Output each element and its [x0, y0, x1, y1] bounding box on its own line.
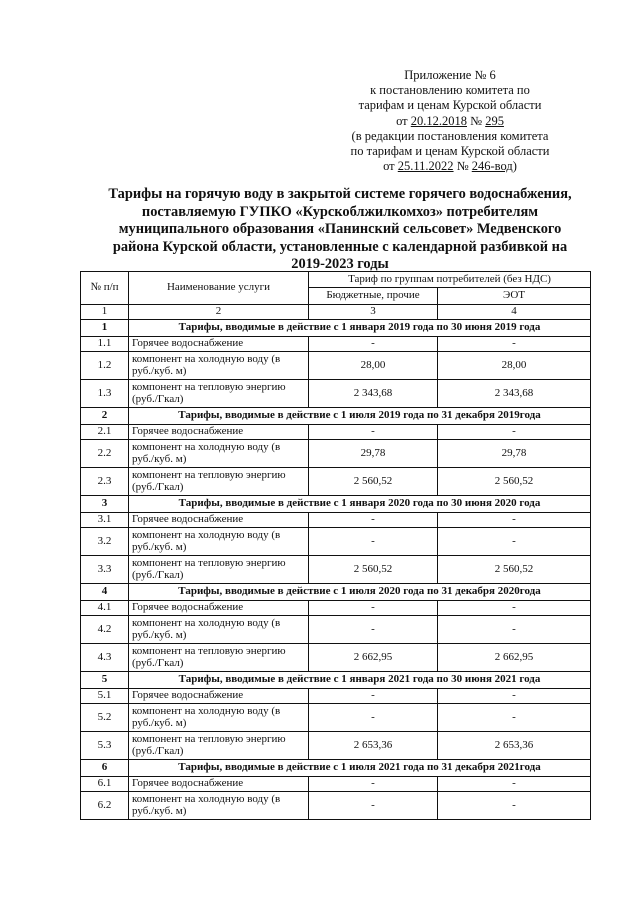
table-row	[81, 644, 591, 672]
service-name: компонент на тепловую энергию (руб./Гкал)	[129, 468, 309, 496]
tariff-table	[80, 271, 591, 820]
tariff-eot: -	[438, 528, 591, 556]
column-number: 3	[309, 305, 438, 320]
tariff-budget: -	[309, 689, 438, 704]
row-number: 6.1	[81, 777, 129, 792]
tariff-budget: -	[309, 528, 438, 556]
tariff-eot: 2 653,36	[438, 732, 591, 760]
resolution-date: 20.12.2018	[410, 113, 467, 128]
table-row	[81, 777, 591, 792]
tariff-eot: 2 560,52	[438, 556, 591, 584]
service-name: компонент на холодную воду (в руб./куб. м)	[129, 528, 309, 556]
title-line: поставляемую ГУПКО «Курскоблжилкомхоз» потребителям	[141, 203, 539, 220]
row-number: 4.1	[81, 601, 129, 616]
service-name: компонент на холодную воду (в руб./куб. м)	[129, 352, 309, 380]
tariff-eot: -	[438, 704, 591, 732]
service-name: компонент на холодную воду (в руб./куб. м)	[129, 616, 309, 644]
tariff-budget: -	[309, 792, 438, 820]
tariff-eot: -	[438, 616, 591, 644]
section-title: Тарифы, вводимые в действие с 1 июля 2020 года по 31 декабря 2020года	[129, 584, 591, 601]
text-mid: №	[453, 159, 472, 174]
row-number: 1.3	[81, 380, 129, 408]
document-title	[95, 186, 585, 274]
section-number: 2	[81, 408, 129, 425]
section-title: Тарифы, вводимые в действие с 1 января 2019 года по 30 июня 2019 года	[129, 320, 591, 337]
tariff-budget: 29,78	[309, 440, 438, 468]
service-name: компонент на холодную воду (в руб./куб. м)	[129, 440, 309, 468]
section-row	[81, 672, 591, 689]
section-row	[81, 496, 591, 513]
table-row	[81, 792, 591, 820]
row-number: 4.3	[81, 644, 129, 672]
service-name: Горячее водоснабжение	[129, 689, 309, 704]
title-line: 2019-2023 годы	[291, 256, 389, 273]
service-name: Горячее водоснабжение	[129, 601, 309, 616]
tariff-budget: -	[309, 337, 438, 352]
amendment-date: 25.11.2022	[397, 159, 454, 174]
tariff-budget: -	[309, 616, 438, 644]
service-name: компонент на холодную воду (в руб./куб. м)	[129, 792, 309, 820]
tariff-budget: 2 560,52	[309, 556, 438, 584]
tariff-budget: -	[309, 704, 438, 732]
section-title: Тарифы, вводимые в действие с 1 января 2021 года по 30 июня 2021 года	[129, 672, 591, 689]
header-num: № п/п	[81, 272, 129, 305]
section-number: 5	[81, 672, 129, 689]
tariff-budget: -	[309, 601, 438, 616]
title-line: района Курской области, установленные с календарной разбивкой на	[112, 238, 568, 255]
appendix-line: к постановлению комитета по	[370, 83, 530, 98]
service-name: компонент на тепловую энергию (руб./Гкал)	[129, 556, 309, 584]
tariff-eot: -	[438, 425, 591, 440]
tariff-eot: -	[438, 777, 591, 792]
tariff-eot: -	[438, 689, 591, 704]
row-number: 2.1	[81, 425, 129, 440]
tariff-eot: -	[438, 792, 591, 820]
table-row	[81, 528, 591, 556]
section-title: Тарифы, вводимые в действие с 1 июля 2019 года по 31 декабря 2019года	[129, 408, 591, 425]
header-budget: Бюджетные, прочие	[309, 288, 438, 305]
title-line: Тарифы на горячую воду в закрытой системе горячего водоснабжения,	[108, 186, 572, 202]
tariff-budget: 2 560,52	[309, 468, 438, 496]
section-title: Тарифы, вводимые в действие с 1 июля 2021 года по 31 декабря 2021года	[129, 760, 591, 777]
table-row	[81, 425, 591, 440]
tariff-eot: 29,78	[438, 440, 591, 468]
row-number: 2.3	[81, 468, 129, 496]
section-row	[81, 760, 591, 777]
section-row	[81, 320, 591, 337]
row-number: 4.2	[81, 616, 129, 644]
service-name: компонент на тепловую энергию (руб./Гкал)	[129, 380, 309, 408]
tariff-eot: 2 662,95	[438, 644, 591, 672]
header-service: Наименование услуги	[129, 272, 309, 305]
row-number: 3.1	[81, 513, 129, 528]
header-eot: ЭОТ	[438, 288, 591, 305]
header-tariff-group: Тариф по группам потребителей (без НДС)	[309, 272, 591, 288]
row-number: 1.2	[81, 352, 129, 380]
appendix-block	[300, 68, 600, 174]
section-number: 3	[81, 496, 129, 513]
text-suffix: )	[512, 159, 517, 174]
tariff-eot: -	[438, 513, 591, 528]
title-line: муниципального образования «Панинский сельсовет» Медвенского	[118, 221, 562, 238]
row-number: 1.1	[81, 337, 129, 352]
service-name: Горячее водоснабжение	[129, 513, 309, 528]
service-name: Горячее водоснабжение	[129, 337, 309, 352]
tariff-budget: 2 343,68	[309, 380, 438, 408]
table-row	[81, 704, 591, 732]
tariff-budget: 2 662,95	[309, 644, 438, 672]
row-number: 6.2	[81, 792, 129, 820]
table-row	[81, 337, 591, 352]
row-number: 3.2	[81, 528, 129, 556]
tariff-eot: 28,00	[438, 352, 591, 380]
tariff-budget: -	[309, 513, 438, 528]
tariff-budget: 28,00	[309, 352, 438, 380]
column-number: 2	[129, 305, 309, 320]
table-row	[81, 616, 591, 644]
section-number: 1	[81, 320, 129, 337]
row-number: 2.2	[81, 440, 129, 468]
text-prefix: от	[383, 159, 398, 174]
service-name: компонент на тепловую энергию (руб./Гкал)	[129, 644, 309, 672]
amendment-number: 246-вод	[471, 159, 513, 174]
tariff-eot: -	[438, 601, 591, 616]
text-mid: №	[467, 113, 486, 128]
table-row	[81, 440, 591, 468]
text-prefix: от	[396, 113, 411, 128]
row-number: 5.2	[81, 704, 129, 732]
appendix-title: Приложение № 6	[404, 68, 496, 82]
table-row	[81, 601, 591, 616]
row-number: 5.3	[81, 732, 129, 760]
tariff-budget: 2 653,36	[309, 732, 438, 760]
appendix-line: (в редакции постановления комитета	[351, 128, 549, 143]
service-name: компонент на холодную воду (в руб./куб. м)	[129, 704, 309, 732]
appendix-line: тарифам и ценам Курской области	[358, 98, 542, 113]
tariff-budget: -	[309, 777, 438, 792]
row-number: 3.3	[81, 556, 129, 584]
resolution-number: 295	[485, 113, 504, 128]
tariff-eot: -	[438, 337, 591, 352]
appendix-resolution-ref	[300, 114, 600, 129]
section-number: 4	[81, 584, 129, 601]
table-row	[81, 732, 591, 760]
row-number: 5.1	[81, 689, 129, 704]
service-name: компонент на тепловую энергию (руб./Гкал)	[129, 732, 309, 760]
tariff-eot: 2 560,52	[438, 468, 591, 496]
table-row	[81, 689, 591, 704]
table-row	[81, 556, 591, 584]
column-number: 1	[81, 305, 129, 320]
tariff-eot: 2 343,68	[438, 380, 591, 408]
table-row	[81, 380, 591, 408]
section-row	[81, 408, 591, 425]
section-title: Тарифы, вводимые в действие с 1 января 2020 года по 30 июня 2020 года	[129, 496, 591, 513]
table-row	[81, 468, 591, 496]
table-row	[81, 352, 591, 380]
service-name: Горячее водоснабжение	[129, 425, 309, 440]
tariff-budget: -	[309, 425, 438, 440]
column-number: 4	[438, 305, 591, 320]
appendix-amendment-ref	[300, 159, 600, 174]
service-name: Горячее водоснабжение	[129, 777, 309, 792]
table-row	[81, 513, 591, 528]
section-number: 6	[81, 760, 129, 777]
section-row	[81, 584, 591, 601]
appendix-line: по тарифам и ценам Курской области	[350, 144, 550, 159]
